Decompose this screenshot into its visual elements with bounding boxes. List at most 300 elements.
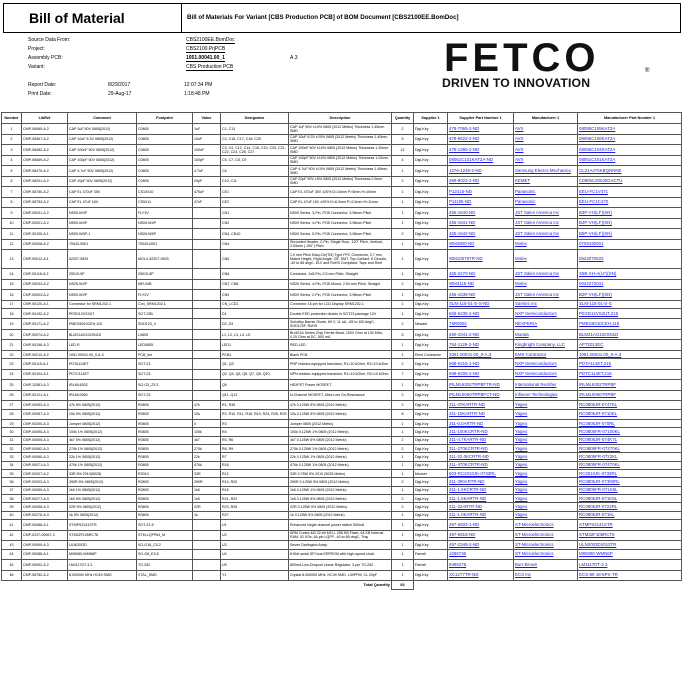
table-cell — [193, 549, 221, 560]
part-link[interactable]: 754-1129-2-ND — [448, 340, 514, 351]
table-cell: CAP 10uF 6.3V 0805(2012) — [68, 134, 137, 145]
part-link[interactable]: PESD12VS2UT,215 — [578, 308, 682, 319]
table-cell: R2010 — [137, 470, 193, 478]
part-link[interactable]: B5P-VH(LF)(SN) — [578, 229, 682, 240]
part-link[interactable]: Yageo — [514, 495, 578, 503]
table-cell: R0805 — [137, 461, 193, 469]
part-link[interactable]: Yageo — [514, 420, 578, 428]
part-link[interactable]: EMS Contractor — [514, 350, 578, 358]
table-cell: 16 — [2, 290, 22, 301]
table-cell: 2 — [392, 503, 414, 511]
table-cell: Digi-Key — [414, 503, 448, 511]
part-link[interactable]: RC0805JR-0710KL — [578, 409, 682, 420]
part-link[interactable]: B4P-VH(LF)(SN) — [578, 218, 682, 229]
table-row — [2, 478, 682, 486]
part-link[interactable]: 1276-1248-2-ND — [448, 166, 514, 177]
part-link[interactable]: IRLML0060TRPBF — [578, 390, 682, 401]
table-row — [2, 445, 682, 453]
table-cell: R15 — [221, 486, 289, 494]
part-link[interactable]: RC0805JR-070RL — [578, 420, 682, 428]
table-cell: CAP EL 470uF 35V — [68, 187, 137, 198]
part-link[interactable]: JST Sales America Inc — [514, 229, 578, 240]
table-cell: SO-G8_E3.8 — [137, 549, 193, 560]
part-link[interactable]: AVX — [514, 124, 578, 135]
table-cell: CMP-0237-00067-3 — [22, 530, 68, 541]
table-cell: 0 — [193, 420, 221, 428]
part-link[interactable]: AVX — [514, 134, 578, 145]
part-link[interactable]: 76R0692 — [448, 319, 514, 330]
part-link[interactable]: Yageo — [514, 445, 578, 453]
table-cell: C10, C11 — [221, 176, 289, 187]
part-link[interactable]: 455-1640-ND — [448, 208, 514, 219]
table-cell: HEXFET Power MOSFET — [289, 380, 392, 391]
part-link[interactable]: PDTC114ET,215 — [578, 369, 682, 380]
part-link[interactable]: 08056C106KAT2A — [578, 134, 682, 145]
table-cell: 1 — [392, 269, 414, 280]
table-cell: 4k7 — [193, 436, 221, 444]
part-link[interactable]: JST Sales America Inc — [514, 269, 578, 280]
table-cell: CAP 20pF 50V 0805(2012) — [68, 176, 137, 187]
part-link[interactable]: 455-2270-ND — [448, 269, 514, 280]
table-row — [2, 453, 682, 461]
table-cell: 28 — [2, 409, 22, 420]
table-row — [2, 350, 682, 358]
part-link[interactable]: RC0805FR-07270KL — [578, 445, 682, 453]
table-cell: 390R — [193, 478, 221, 486]
table-cell — [193, 530, 221, 541]
table-cell: Shrouded Header, 2-Pin, Single Row, .120" Pitch, Vertical, 2.54mm (.100") Pitch — [289, 239, 392, 250]
part-link[interactable]: 311-1.5KARTR-ND — [448, 495, 514, 503]
table-cell: 9 — [2, 208, 22, 219]
table-cell: 4k7 5% 0805(2012) — [68, 436, 137, 444]
table-cell: R0805 — [137, 428, 193, 436]
table-cell: R16 — [221, 461, 289, 469]
part-link[interactable]: Yageo — [514, 470, 578, 478]
table-cell: STM32F105RCT6 — [68, 530, 137, 541]
part-link[interactable]: International Rectifier — [514, 380, 578, 391]
part-link[interactable]: 455-1642-ND — [448, 229, 514, 240]
table-cell: U2 — [221, 530, 289, 541]
part-link[interactable]: CL21A475KBQNNNE — [578, 166, 682, 177]
table-cell: Digi-Key — [414, 520, 448, 531]
report-date: 8/29/2017 — [108, 82, 131, 88]
table-cell: 25019-5P — [137, 269, 193, 280]
table-cell: 15 — [2, 279, 22, 290]
assembly-label: Assembly PCB: — [28, 55, 63, 61]
part-link[interactable]: 455-1641-ND — [448, 218, 514, 229]
part-link[interactable]: Yageo — [514, 503, 578, 511]
part-link[interactable]: NXP Semiconductors — [514, 308, 578, 319]
part-link[interactable]: 311-100KCRTR-ND — [448, 428, 514, 436]
part-link[interactable]: RC0805JR-074K7L — [578, 436, 682, 444]
part-link[interactable]: ECS-80-18-5PX-TR — [578, 570, 682, 581]
table-row — [2, 520, 682, 531]
part-link[interactable]: XC1277TR-ND — [448, 570, 514, 581]
part-link[interactable]: RC0805JR-0722RL — [578, 503, 682, 511]
part-link[interactable]: 311-270KCRTR-ND — [448, 445, 514, 453]
part-link[interactable]: P12416-ND — [448, 187, 514, 198]
part-link[interactable]: RC0805JR-07390RL — [578, 478, 682, 486]
table-cell: 5 — [2, 166, 22, 177]
part-link[interactable]: PMEG6010CEH,115 — [578, 319, 682, 330]
table-cell: Jumper 0805 (2012 Metric) — [289, 420, 392, 428]
table-cell: 44 — [2, 549, 22, 560]
part-link[interactable]: Yageo — [514, 436, 578, 444]
part-link[interactable]: Yageo — [514, 478, 578, 486]
part-link[interactable]: RC0805FR-0722KL — [578, 453, 682, 461]
part-link[interactable]: 311-390ARTR-ND — [448, 478, 514, 486]
table-cell: Digi-Key — [414, 486, 448, 494]
part-link[interactable]: 497-6933-1-ND — [448, 520, 514, 531]
table-cell: 1 — [392, 560, 414, 571]
part-link[interactable]: B2P-VH(LF)(SN) — [578, 290, 682, 301]
table-cell: Q1, Q3 — [221, 359, 289, 370]
part-link[interactable]: ST-Microelectronics — [514, 520, 578, 531]
part-link[interactable]: 1051.00041.00_0-A.3 — [578, 350, 682, 358]
part-link[interactable]: Molex — [514, 250, 578, 269]
part-link[interactable]: JST Sales America Inc — [514, 218, 578, 229]
part-link[interactable]: ST-Microelectronics — [514, 541, 578, 549]
part-link[interactable]: 603-RC2010JK-0733RL — [448, 470, 514, 478]
table-cell: PDTA114ET — [68, 359, 137, 370]
part-link[interactable]: Yageo — [514, 428, 578, 436]
table-cell: CMP-12081-A.3 — [22, 380, 68, 391]
table-row — [2, 369, 682, 380]
part-link[interactable]: IRLML6302TRPBFTR-ND — [448, 380, 514, 391]
table-cell: 2 — [392, 401, 414, 409]
table-cell — [193, 329, 221, 340]
part-link[interactable]: BLM21AG102SN1D — [578, 329, 682, 340]
part-link[interactable]: S5B-XH-A(LF)(SN) — [578, 269, 682, 280]
part-link[interactable]: P11195-ND — [448, 197, 514, 208]
part-link[interactable]: 311-0.0ARTR-ND — [448, 420, 514, 428]
table-cell: Digi-Key — [414, 176, 448, 187]
part-link[interactable]: Infineon Technologies — [514, 390, 578, 401]
table-cell: 4.7uF — [193, 166, 221, 177]
table-cell: CMP-00012-A.1 — [22, 250, 68, 269]
table-cell: Jumper 0805(2012) — [68, 420, 137, 428]
part-link[interactable]: Yageo — [514, 401, 578, 409]
part-link[interactable]: 0022272041 — [578, 279, 682, 290]
table-cell: 1 — [392, 187, 414, 198]
table-cell: CMP-08467-A.2 — [22, 134, 68, 145]
part-link[interactable]: STM32F105RCT6 — [578, 530, 682, 541]
table-cell: 21 — [2, 340, 22, 351]
part-link[interactable]: Yageo — [514, 511, 578, 519]
part-link[interactable]: Burr-Brown — [514, 560, 578, 571]
table-cell: 20 — [2, 329, 22, 340]
table-cell — [193, 269, 221, 280]
part-link[interactable]: EEU-FC1C470 — [578, 197, 682, 208]
table-cell: NS09-W3P — [68, 208, 137, 219]
table-cell: NS09-W5P-1 — [68, 229, 137, 240]
part-link[interactable]: NXP Semiconductors — [514, 369, 578, 380]
table-cell: Digi-Key — [414, 290, 448, 301]
table-cell: 10k 5% 0805(2012) — [68, 409, 137, 420]
table-cell: CAP 1uF 50V 0805(2012) — [68, 124, 137, 135]
table-cell — [193, 319, 221, 330]
table-cell: R1, R35 — [221, 401, 289, 409]
table-cell: PNP resistor-equipped transistor, R1=10 kOhm, R2=10 kOhm — [289, 359, 392, 370]
table-cell: CAP 100pF 50V ±10% 0805 (2012 Metric) Thickness 1.02mm SMD — [289, 155, 392, 166]
table-cell: CMP-00116-A.2 — [22, 269, 68, 280]
table-cell: CMP-00095-A.3 — [22, 428, 68, 436]
table-row — [2, 495, 682, 503]
part-link[interactable]: NXP Semiconductors — [514, 359, 578, 370]
table-cell: C0805 — [137, 176, 193, 187]
part-link[interactable]: NEXPERIA — [514, 319, 578, 330]
table-cell: R8, R9 — [221, 445, 289, 453]
part-link[interactable]: 1051.00041.00_0-A.3 — [448, 350, 514, 358]
table-cell: 1 — [392, 290, 414, 301]
part-link[interactable]: ST-Microelectronics — [514, 530, 578, 541]
part-link[interactable]: RC0805JR-071KL — [578, 511, 682, 519]
part-link[interactable]: 08055C105KAT2A — [578, 124, 682, 135]
table-cell: Digi-Key — [414, 511, 448, 519]
table-cell: Digi-Key — [414, 279, 448, 290]
part-link[interactable]: AVX — [514, 155, 578, 166]
table-cell: Digi-Key — [414, 308, 448, 319]
part-link[interactable]: 311-470KCRTR-ND — [448, 461, 514, 469]
table-cell: CN9 — [221, 290, 289, 301]
part-link[interactable]: C0805C200J5GACTU — [578, 176, 682, 187]
part-link[interactable]: 311-10KARTR-ND — [448, 409, 514, 420]
table-cell: CMP-00171-A.2 — [22, 319, 68, 330]
table-cell: U3 — [221, 541, 289, 549]
table-cell: N-Channel MOSFET, Ultra Low On-Resistance — [289, 390, 392, 401]
table-row — [2, 390, 682, 401]
part-link[interactable]: Yageo — [514, 461, 578, 469]
part-link[interactable]: 478-7065-2-ND — [448, 124, 514, 135]
table-cell: NS09-W4P — [137, 218, 193, 229]
table-cell: Schottky Barrier Diode, 60 V, 11 uA, -65 to 150 degC, SOD123F, RoHS — [289, 319, 392, 330]
table-cell — [193, 279, 221, 290]
table-cell: 1 — [392, 239, 414, 250]
table-cell: 2 — [392, 319, 414, 330]
part-link[interactable]: Samsung Electro-Mechanics — [514, 166, 578, 177]
part-link[interactable]: SLM-115-01-S-S-ND — [448, 300, 514, 308]
part-link[interactable]: 311-22ARTR-ND — [448, 503, 514, 511]
part-link[interactable]: Panasonic — [514, 187, 578, 198]
table-cell: 2 — [392, 390, 414, 401]
part-link[interactable]: 311-47KARTR-ND — [448, 401, 514, 409]
table-cell: CMP-00192-A.2 — [22, 308, 68, 319]
table-cell: R3 — [221, 420, 289, 428]
part-link[interactable]: Panasonic — [514, 197, 578, 208]
part-link[interactable]: 478-5522-2-ND — [448, 134, 514, 145]
table-row — [2, 208, 682, 219]
part-link[interactable]: WM4115-ND — [448, 279, 514, 290]
table-cell: NS25-W4P — [68, 279, 137, 290]
part-link[interactable]: RC0805FR-071K5L — [578, 486, 682, 494]
table-cell: 37 — [2, 486, 22, 494]
part-link[interactable]: KEMET — [514, 176, 578, 187]
table-row — [2, 290, 682, 301]
part-link[interactable]: 311-1.5KCRTR-ND — [448, 486, 514, 494]
part-link[interactable]: 0522070633 — [578, 250, 682, 269]
part-link[interactable]: Molex — [514, 279, 578, 290]
table-cell: Digi-Key — [414, 570, 448, 581]
part-link[interactable]: JST Sales America Inc — [514, 290, 578, 301]
table-cell: 100nF — [193, 145, 221, 156]
part-link[interactable]: ECS Inc — [514, 570, 578, 581]
table-cell: CMP-00060-A.3 — [22, 453, 68, 461]
part-link[interactable]: SLM-115-01-S-S — [578, 300, 682, 308]
table-cell: LED R — [68, 340, 137, 351]
part-link[interactable]: RC0805JR-071K5L — [578, 495, 682, 503]
part-link[interactable]: WM4800-ND — [448, 239, 514, 250]
part-link[interactable]: M95080-WMN6P — [578, 549, 682, 560]
part-link[interactable]: 08051C101KAT2A-ND — [448, 155, 514, 166]
table-cell: CAP 100nF 50V 0805(2012) — [68, 145, 137, 156]
part-link[interactable]: RC2010JK-0733RL — [578, 470, 682, 478]
table-cell: 2 — [2, 134, 22, 145]
table-cell: CAP 100nF 50V ±10% 0805 (2012 Metric) Thickness 1.30mm SMD — [289, 145, 392, 156]
part-link[interactable]: 455-1639-ND — [448, 290, 514, 301]
assembly-rev: A.3 — [290, 55, 298, 61]
part-link[interactable]: 478-1395-2-ND — [448, 145, 514, 156]
part-link[interactable]: 568-6235-2-ND — [448, 308, 514, 319]
table-cell: STM-LQFP64_M — [137, 530, 193, 541]
table-cell: 8 Kbit serial SPI bus EEPROM with high-speed clock — [289, 549, 392, 560]
table-cell: R27 — [221, 511, 289, 519]
table-cell: CMP-08201-A.2 — [22, 176, 68, 187]
table-cell: 10k — [193, 409, 221, 420]
part-link[interactable]: Yageo — [514, 486, 578, 494]
column-header: Footprint — [137, 113, 193, 124]
part-link[interactable]: 490-1041-2-ND — [448, 329, 514, 340]
part-link[interactable]: RC0805FR-07470KL — [578, 461, 682, 469]
part-link[interactable]: 497-2348-2-ND — [448, 541, 514, 549]
part-link[interactable]: 311-4.7KARTR-ND — [448, 436, 514, 444]
part-link[interactable]: IRLML6302TRPBF — [578, 380, 682, 391]
part-link[interactable]: 9486275 — [448, 560, 514, 571]
part-link[interactable]: B3P-VH(LF)(SN) — [578, 208, 682, 219]
part-link[interactable]: 311-22.0KCRTR-ND — [448, 453, 514, 461]
table-cell: 2 — [392, 176, 414, 187]
table-row — [2, 187, 682, 198]
table-cell: Q11, Q12 — [221, 390, 289, 401]
table-cell: NS09 Series, 5-Pin, PCB Connector, 3.96mm Pitch — [289, 229, 392, 240]
part-link[interactable]: ST-Microelectronics — [514, 549, 578, 560]
table-cell: IRLML6302 — [68, 380, 137, 391]
part-link[interactable]: LM1117DT-3.3 — [578, 560, 682, 571]
part-link[interactable]: Molex — [514, 239, 578, 250]
part-link[interactable]: WM10576TR-ND — [448, 250, 514, 269]
table-cell: RED LED — [289, 340, 392, 351]
table-cell: CMP-08782-A.2 — [22, 570, 68, 581]
part-link[interactable]: 568-6205-2-ND — [448, 369, 514, 380]
part-link[interactable]: EEU-FC1V471 — [578, 187, 682, 198]
table-cell: CAP 20pF 50V ±5% 0805 (2012 Metric) Thickness 0.9mm SMD — [289, 176, 392, 187]
part-link[interactable]: 497-6915-ND — [448, 530, 514, 541]
bom-table — [1, 112, 682, 590]
part-link[interactable]: 568-6215-1-ND — [448, 359, 514, 370]
table-row — [2, 145, 682, 156]
part-link[interactable]: 311-1.0KARTR-ND — [448, 511, 514, 519]
part-link[interactable]: STMPS2141STR — [578, 520, 682, 531]
table-cell: PMEG6010CEH,115 — [68, 319, 137, 330]
table-cell: SOT-23-5 — [137, 520, 193, 531]
table-cell: 1k 5% 0805(2012) — [68, 511, 137, 519]
column-header: LibRef — [22, 113, 68, 124]
table-cell: STMPS2141STR — [68, 520, 137, 531]
table-cell: 1 — [392, 520, 414, 531]
table-cell: 1k — [193, 511, 221, 519]
column-header: Value — [193, 113, 221, 124]
part-link[interactable]: ULN2003D1013TR — [578, 541, 682, 549]
part-link[interactable]: 399-8023-2-ND — [448, 176, 514, 187]
table-cell — [193, 300, 221, 308]
part-link[interactable]: Samtec Inc — [514, 300, 578, 308]
table-cell: CMP-00058-A.3 — [22, 503, 68, 511]
part-link[interactable]: Kingbright Company, LLC — [514, 340, 578, 351]
part-link[interactable]: AVX — [514, 145, 578, 156]
table-cell: D2, D3 — [221, 319, 289, 330]
table-cell: 100pF — [193, 155, 221, 166]
part-link[interactable]: 08055C104KAT2A — [578, 145, 682, 156]
part-link[interactable]: JST Sales America Inc — [514, 208, 578, 219]
table-cell: 1 — [392, 461, 414, 469]
table-cell: 22 — [2, 350, 22, 358]
table-cell: 39 — [2, 503, 22, 511]
part-link[interactable]: Yageo — [514, 453, 578, 461]
table-cell: 2 — [392, 359, 414, 370]
table-cell: 470k 0.125W 1% 0805 (2012 Metric) — [289, 461, 392, 469]
table-cell: R0805 — [137, 420, 193, 428]
part-link[interactable]: PDTA114ET,215 — [578, 359, 682, 370]
part-link[interactable]: Murata — [514, 329, 578, 340]
table-cell: CAP EL 470uF 35V ±20% D=10mm P=5mm H=10mm — [289, 187, 392, 198]
table-cell — [193, 250, 221, 269]
table-row — [2, 269, 682, 280]
part-link[interactable]: RC0805JR-0747KL — [578, 401, 682, 409]
table-cell: Elect Contractor — [414, 350, 448, 358]
column-header: Number — [2, 113, 22, 124]
part-link[interactable]: 0705430001 — [578, 239, 682, 250]
table-row — [2, 461, 682, 469]
table-cell: Digi-Key — [414, 250, 448, 269]
table-cell: 70543-0001 — [137, 239, 193, 250]
assembly-value: 1051.00041.00_1 — [186, 55, 225, 61]
table-cell: 1 — [392, 250, 414, 269]
table-cell: R14, R20 — [221, 478, 289, 486]
table-cell: Digi-Key — [414, 530, 448, 541]
part-link[interactable]: RC0805FR-07100KL — [578, 428, 682, 436]
table-cell: CS10X10 — [137, 187, 193, 198]
table-cell: R23, R25 — [221, 503, 289, 511]
table-cell: 12 — [392, 145, 414, 156]
table-cell — [193, 218, 221, 229]
table-cell: Digi-Key — [414, 269, 448, 280]
part-link[interactable]: 1096736 — [448, 549, 514, 560]
part-link[interactable]: 08051C101KAT2A — [578, 155, 682, 166]
table-cell: 33 — [2, 453, 22, 461]
fetco-logo — [440, 36, 650, 92]
table-cell — [193, 308, 221, 319]
part-link[interactable]: Yageo — [514, 409, 578, 420]
table-cell: 30 — [2, 428, 22, 436]
table-row — [2, 380, 682, 391]
table-cell — [193, 208, 221, 219]
part-link[interactable]: APT2012EC — [578, 340, 682, 351]
part-link[interactable]: IRLML0060TRPBFCT-ND — [448, 390, 514, 401]
table-cell: 4 — [2, 155, 22, 166]
table-cell: Farnell — [414, 549, 448, 560]
table-cell: 2 — [392, 495, 414, 503]
table-cell: 6 — [2, 176, 22, 187]
table-cell: 2 — [392, 124, 414, 135]
